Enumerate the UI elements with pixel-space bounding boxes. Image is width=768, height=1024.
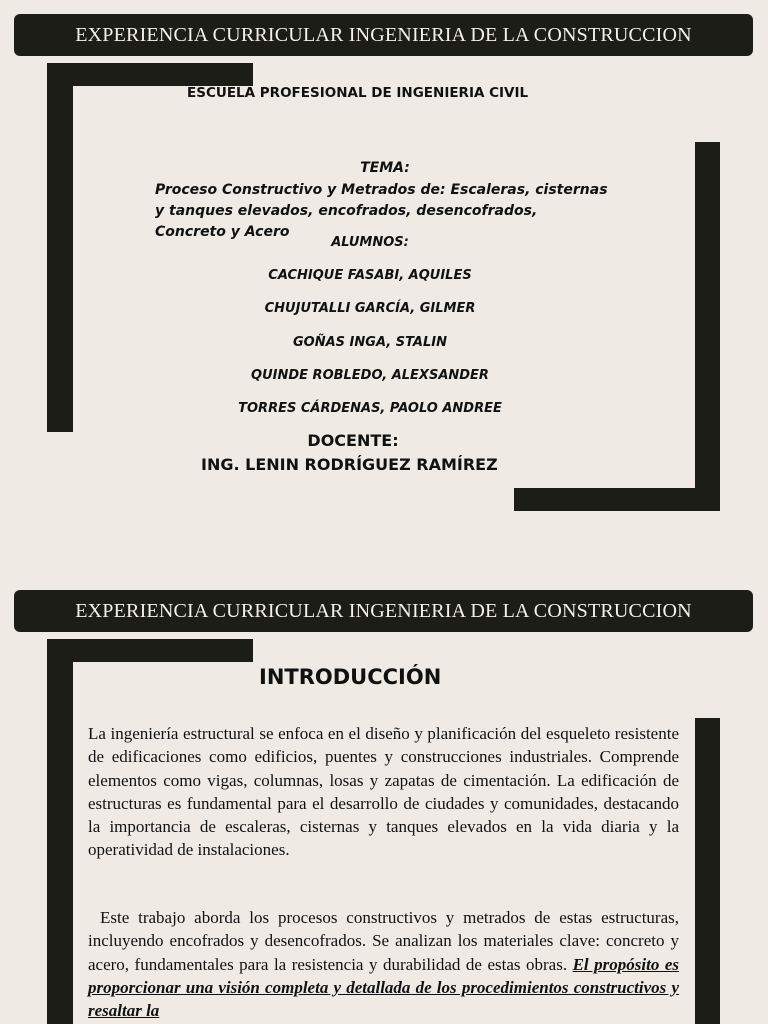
intro-title: INTRODUCCIÓN [259, 665, 442, 689]
student-name: GOÑAS INGA, STALIN [293, 335, 447, 350]
slide2-left-vertical-bar [47, 639, 73, 1024]
slide1-header-bar [14, 14, 753, 56]
slide1-left-vertical-bar [47, 63, 73, 432]
slide2-header-title: EXPERIENCIA CURRICULAR INGENIERIA DE LA CONSTRUCCION [75, 599, 692, 622]
intro-paragraph-1: La ingeniería estructural se enfoca en el diseño y planificación del esqueleto resistente de edificaciones como edificios, puentes y construcciones industriales. Comprende elementos como vigas, columnas, losas y zapatas de cimentación. La edificación de estructuras es fundamental para el desarrollo de ciudades y comunidades, destacando la importancia de escaleras, cisternas y tanques elevados en la vida diaria y la operatividad de instalaciones. [88, 724, 679, 860]
student-name: CHUJUTALLI GARCÍA, GILMER [264, 301, 476, 316]
student-name: TORRES CÁRDENAS, PAOLO ANDREE [238, 401, 502, 416]
slide2-top-left-bar [47, 639, 253, 662]
slide1-bottom-right-bar [514, 488, 720, 511]
student-name: CACHIQUE FASABI, AQUILES [268, 268, 472, 283]
tema-line: Concreto y Acero [155, 224, 290, 240]
tema-line: Proceso Constructivo y Metrados de: Escaleras, cisternas [155, 182, 608, 198]
student-name: QUINDE ROBLEDO, ALEXSANDER [251, 368, 489, 383]
tema-line: y tanques elevados, encofrados, desencofrados, [155, 203, 538, 219]
alumnos-label: ALUMNOS: [331, 235, 409, 250]
slide1-right-vertical-bar [695, 142, 720, 511]
slide1-header-title: EXPERIENCIA CURRICULAR INGENIERIA DE LA CONSTRUCCION [75, 23, 692, 46]
slide1-top-left-bar [47, 63, 253, 86]
docente-label: DOCENTE: [307, 431, 399, 450]
slide2-right-vertical-bar [695, 718, 720, 1024]
tema-text [155, 180, 608, 243]
docente-name: ING. LENIN RODRÍGUEZ RAMÍREZ [201, 455, 498, 474]
tema-label: TEMA: [360, 160, 410, 176]
intro-purpose-emphasis: El propósito es proporcionar una visión completa y detallada de los procedimientos constructivos y resaltar la [88, 954, 679, 1021]
intro-paragraph-2-text: Este trabajo aborda los procesos constructivos y metrados de estas estructuras, incluyendo encofrados y desencofrados. Se analizan los materiales clave: concreto y acero, fundamentales para la resistencia y durabilidad de estas obras. [88, 908, 679, 974]
intro-paragraph-2 [88, 906, 679, 1022]
school-name: ESCUELA PROFESIONAL DE INGENIERIA CIVIL [187, 85, 529, 101]
slide2-header-bar [14, 590, 753, 632]
